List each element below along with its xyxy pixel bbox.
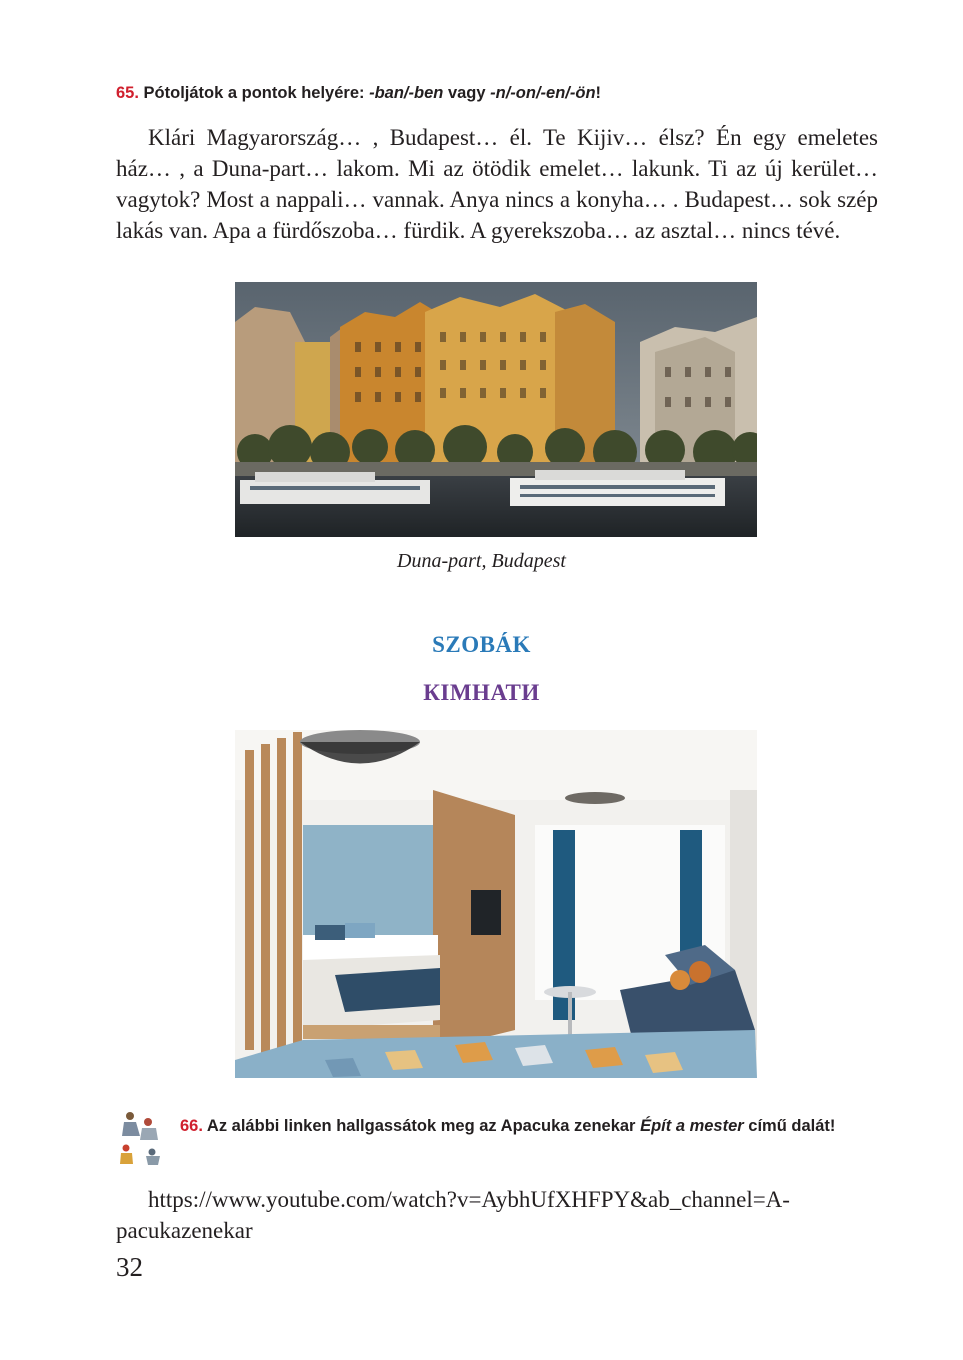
section-title-hungarian: SZOBÁK <box>432 632 531 657</box>
task-65-instruction <box>116 82 876 104</box>
task-66-instruction-end: című dalát! <box>748 1117 836 1135</box>
task-65-suffix-2: -n/-on/-en/-ön <box>490 84 596 102</box>
task-66-instruction <box>180 1115 880 1137</box>
task-65-middle: vagy <box>447 84 486 102</box>
song-link-line-2[interactable]: pacukazenekar <box>116 1218 253 1243</box>
task-66-instruction-text: Az alábbi linken hallgassátok meg az Apacuka zenekar <box>206 1117 636 1135</box>
section-title-ukrainian: КІМНАТИ <box>423 680 540 705</box>
room-interior-photo <box>235 730 757 1078</box>
dance-figures-icon <box>118 1108 166 1166</box>
task-66-number: 66. <box>180 1117 203 1135</box>
danube-embankment-photo <box>235 282 757 537</box>
photo-caption: Duna-part, Budapest <box>397 550 566 572</box>
task-65-suffix-1: -ban/-ben <box>369 84 444 102</box>
page-number: 32 <box>116 1252 143 1282</box>
song-link-line-1[interactable]: https://www.youtube.com/watch?v=AybhUfXHFPY&ab_channel=A- <box>148 1187 790 1212</box>
task-65-number: 65. <box>116 84 139 102</box>
task-65-instruction-text: Pótoljátok a pontok helyére: <box>143 84 365 102</box>
task-65-end: ! <box>595 84 602 102</box>
task-65-text: Klári Magyarország… , Budapest… él. Te Kijiv… élsz? Én egy emeletes ház… , a Duna-part… lakom. Mi az ötödik emelet… lakunk. Ti az új kerület… vagytok? Most a nappali… vannak. Anya nincs a konyha… . Budapest… sok szép lakás van. Apa a fürdőszoba… fürdik. A gyerekszoba… az asztal… nincs tévé. <box>116 125 878 243</box>
task-66-song-title: Épít a mester <box>640 1117 744 1135</box>
